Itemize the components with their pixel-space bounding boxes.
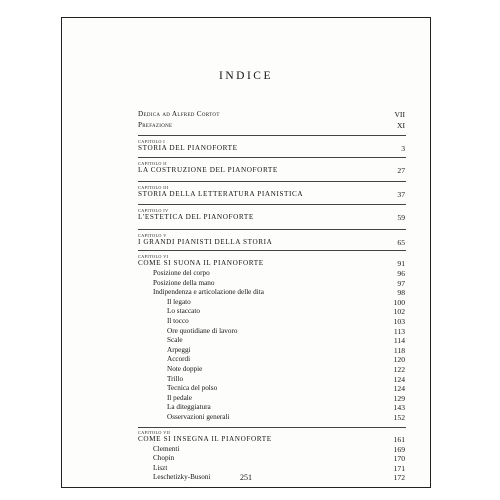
divider xyxy=(138,229,406,230)
section-title: Indipendenza e articolazione delle dita xyxy=(153,288,264,297)
section-page: 97 xyxy=(397,278,405,288)
section-title: Il tocco xyxy=(167,317,189,325)
chapter-page: 161 xyxy=(393,434,405,444)
index-heading: INDICE xyxy=(219,70,273,82)
toc-chapter-3 xyxy=(62,190,430,202)
chapter-title: STORIA DELLA LETTERATURA PIANISTICA xyxy=(138,190,304,198)
section-title: Lo staccato xyxy=(167,307,200,316)
divider xyxy=(138,250,406,251)
section-title: Il pedale xyxy=(167,393,192,402)
chapter-label: CAPITOLO V xyxy=(138,233,167,238)
section-page: 102 xyxy=(393,307,405,317)
section-title: Liszt xyxy=(153,463,168,472)
chapter-page: 37 xyxy=(397,190,405,199)
toc-entry-title: Dedica ad Alfred Cortot xyxy=(138,110,220,118)
divider xyxy=(138,204,406,205)
section-title: Tecnica del polso xyxy=(167,384,218,393)
section-page: 98 xyxy=(397,288,405,298)
section-title: Clementi xyxy=(153,444,180,453)
chapter-label: CAPITOLO IV xyxy=(138,208,169,213)
chapter-page: 59 xyxy=(397,213,405,222)
chapter-page: 27 xyxy=(397,166,405,175)
section-page: 100 xyxy=(393,297,405,307)
toc-entry-prefazione xyxy=(62,121,430,133)
section-title: Chopin xyxy=(153,454,175,463)
toc-section xyxy=(62,413,430,425)
chapter-label: CAPITOLO II xyxy=(138,161,167,166)
section-title: Arpeggi xyxy=(167,345,191,354)
section-title: Posizione della mano xyxy=(153,278,215,287)
section-title: Posizione del corpo xyxy=(153,269,210,277)
page-number: 251 xyxy=(240,473,252,482)
chapter-title: COME SI SUONA IL PIANOFORTE xyxy=(138,259,264,267)
section-title: Leschetizky-Busoni xyxy=(153,473,211,482)
chapter-label: CAPITOLO VI xyxy=(138,254,169,259)
chapter-label: CAPITOLO I xyxy=(138,139,166,144)
section-page: 120 xyxy=(393,355,405,365)
chapter-title: LA COSTRUZIONE DEL PIANOFORTE xyxy=(138,166,278,174)
toc-chapter-5 xyxy=(62,238,430,250)
chapter-title: I GRANDI PIANISTI DELLA STORIA xyxy=(138,238,273,246)
section-page: 96 xyxy=(397,269,405,278)
divider xyxy=(138,427,406,428)
chapter-page: 3 xyxy=(401,144,405,153)
toc-entry-title: Prefazione xyxy=(138,121,173,129)
section-title: La diteggiatura xyxy=(167,403,211,412)
toc-section xyxy=(62,473,430,485)
section-page: 124 xyxy=(393,374,405,384)
section-page: 143 xyxy=(393,403,405,413)
section-title: Scale xyxy=(167,336,183,345)
chapter-label: CAPITOLO III xyxy=(138,185,169,190)
chapter-label: CAPITOLO VII xyxy=(138,429,171,435)
section-title: Accordi xyxy=(167,355,191,364)
section-page: 172 xyxy=(393,473,405,483)
section-page: 122 xyxy=(393,365,405,374)
section-title: Ore quotidiane di lavoro xyxy=(167,326,238,335)
book-page xyxy=(61,17,431,488)
section-page: 170 xyxy=(393,454,405,464)
divider xyxy=(138,181,406,182)
chapter-page: 91 xyxy=(397,259,405,268)
section-title: Note doppie xyxy=(167,365,203,373)
toc-chapter-2 xyxy=(62,166,430,178)
section-page: 103 xyxy=(393,317,405,326)
toc-chapter-1 xyxy=(62,144,430,156)
section-page: 169 xyxy=(393,444,405,454)
section-page: 113 xyxy=(393,326,405,336)
divider xyxy=(138,135,406,136)
section-page: 118 xyxy=(393,345,405,355)
section-page: 114 xyxy=(393,336,405,346)
chapter-title: L'ESTETICA DEL PIANOFORTE xyxy=(138,213,254,221)
chapter-page: 65 xyxy=(397,238,405,247)
section-title: Trillo xyxy=(167,374,184,383)
section-page: 171 xyxy=(393,463,405,473)
section-page: 129 xyxy=(393,393,405,403)
chapter-title: STORIA DEL PIANOFORTE xyxy=(138,144,238,152)
toc-entry-page: VII xyxy=(394,110,405,119)
section-page: 152 xyxy=(393,413,405,422)
divider xyxy=(138,157,406,158)
section-title: Il legato xyxy=(167,297,191,306)
chapter-title: COME SI INSEGNA IL PIANOFORTE xyxy=(138,434,272,443)
section-title: Osservazioni generali xyxy=(167,413,230,421)
section-page: 124 xyxy=(393,384,405,394)
toc-entry-page: XI xyxy=(396,121,405,130)
toc-chapter-4 xyxy=(62,213,430,225)
